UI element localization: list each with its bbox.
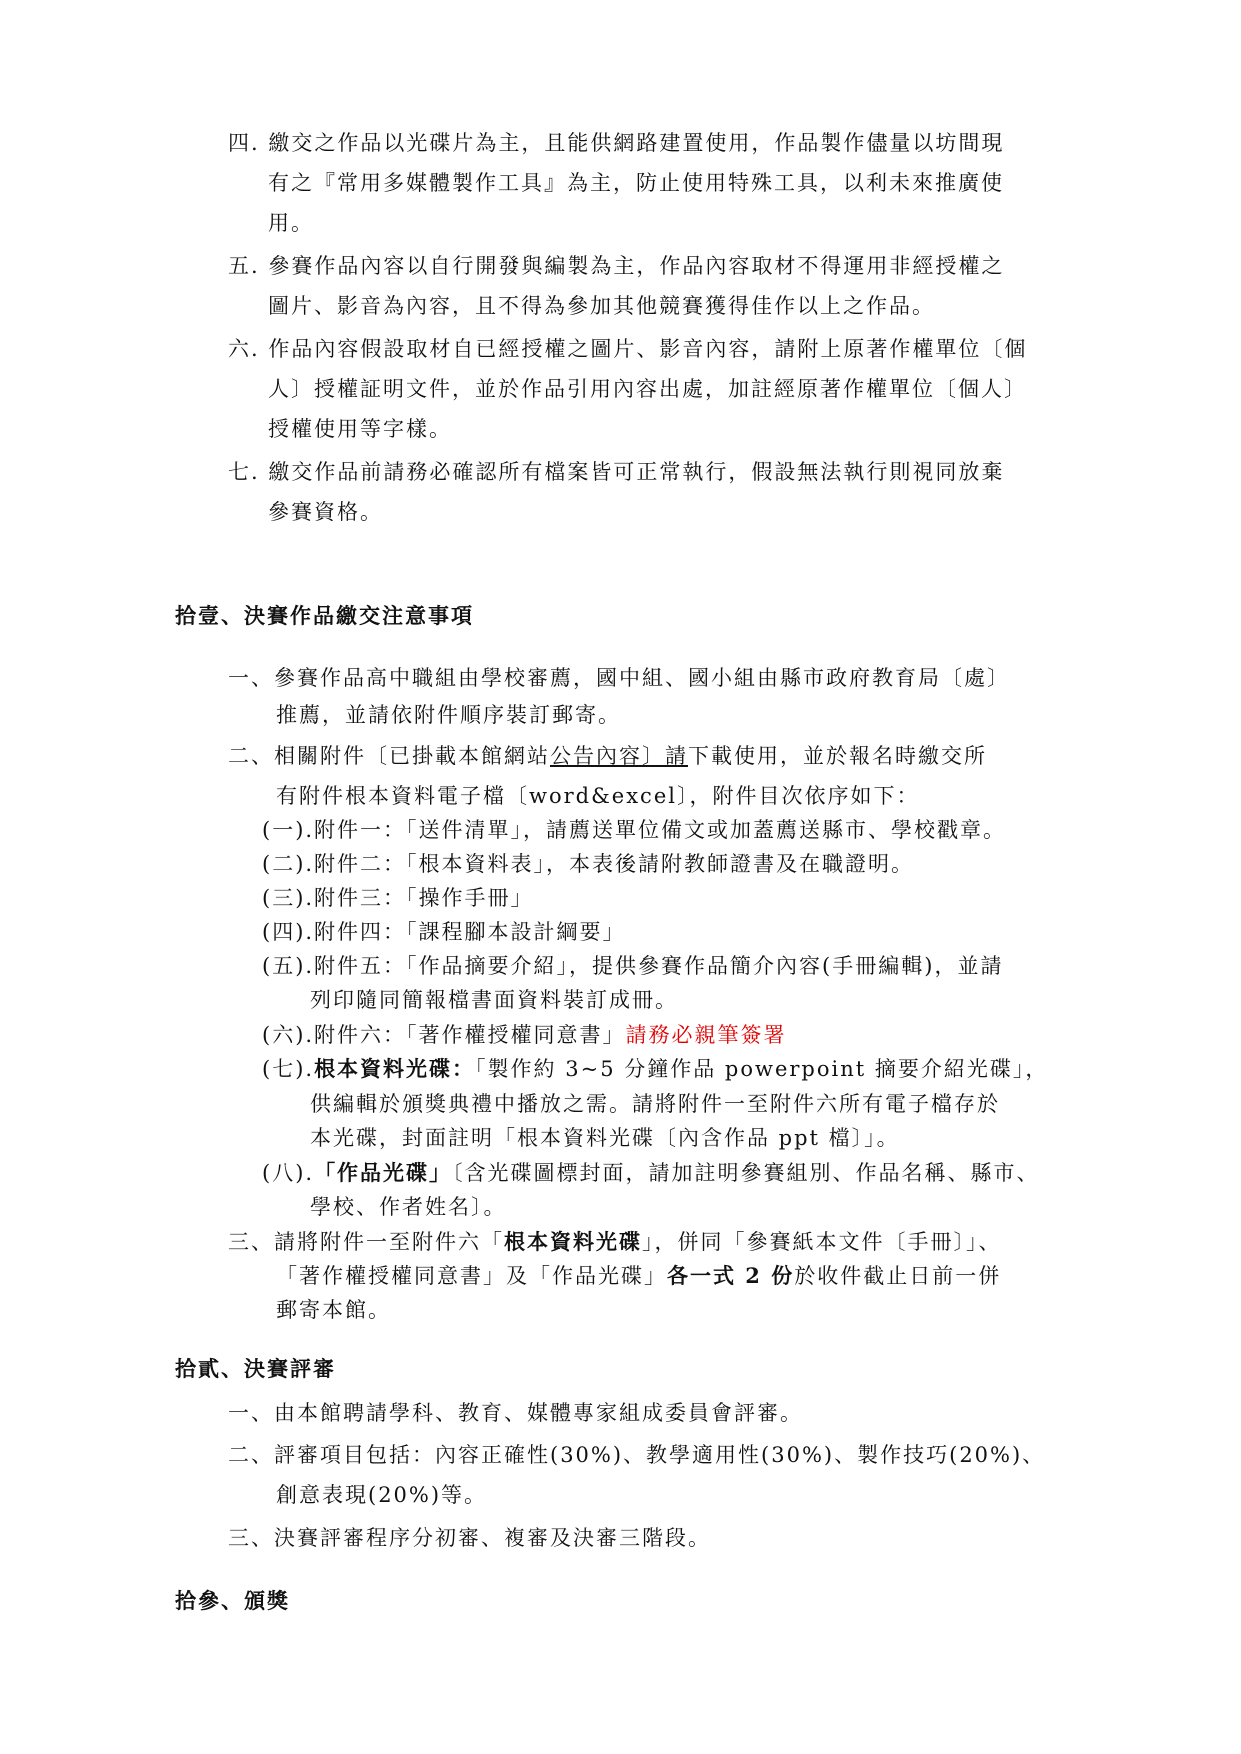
s11-item-3-text-d: 於收件截止日前一併 — [794, 1264, 1002, 1288]
s11-item-2-text-b: 下載使用，並於報名時繳交所 — [688, 744, 987, 768]
s11-item-3-text-a: 三、請將附件一至附件六「 — [228, 1230, 504, 1254]
s12-item-3: 三、決賽評審程序分初審、複審及決審三階段。 — [228, 1526, 711, 1550]
item-5-line-2: 圖片、影音為內容，且不得為參加其他競賽獲得佳作以上之作品。 — [268, 294, 935, 318]
s11-item-2-line-2: 有附件根本資料電子檔〔word&excel〕，附件目次依序如下： — [276, 784, 920, 808]
attachment-8-text: 〔含光碟圖標封面，請加註明參賽組別、作品名稱、縣市、 — [452, 1161, 1040, 1185]
s11-item-3-text-b: 」，併同「參賽紙本文件〔手冊〕」、 — [642, 1230, 1002, 1254]
attachment-6-text: (六).附件六：「著作權授權同意書」 — [262, 1023, 626, 1047]
attachment-7-line-3: 本光碟，封面註明「根本資料光碟〔內含作品 ppt 檔〕」。 — [310, 1126, 900, 1150]
attachment-8-title: 「作品光碟」 — [314, 1160, 453, 1185]
s11-item-3-line-3: 郵寄本館。 — [276, 1298, 391, 1322]
item-7-line-1: 七. 繳交作品前請務必確認所有檔案皆可正常執行，假設無法執行則視同放棄 — [228, 460, 1005, 484]
s11-item-3-bold-b: 各一式 2 份 — [667, 1263, 795, 1288]
s12-item-1: 一、由本館聘請學科、教育、媒體專家組成委員會評審。 — [228, 1401, 803, 1425]
attachment-4: (四).附件四：「課程腳本設計綱要」 — [262, 920, 626, 944]
s11-item-3-line-1 — [228, 1227, 1002, 1257]
attachment-7-line-2: 供編輯於頒獎典禮中播放之需。請將附件一至附件六所有電子檔存於 — [310, 1092, 1000, 1116]
attachment-7-line-1 — [262, 1054, 1048, 1084]
signature-required-note: 請務必親筆簽署 — [625, 1023, 787, 1047]
item-6-line-1: 六. 作品內容假設取材自已經授權之圖片、影音內容，請附上原著作權單位〔個 — [228, 337, 1028, 361]
item-4-line-3: 用。 — [268, 211, 314, 235]
section-12-heading: 拾貳、決賽評審 — [175, 1356, 336, 1381]
item-7-line-2: 參賽資格。 — [268, 500, 383, 524]
attachment-2: (二).附件二：「根本資料表」，本表後請附教師證書及在職證明。 — [262, 852, 915, 876]
s11-item-3-bold-a: 根本資料光碟 — [504, 1229, 642, 1254]
s11-item-2-line-1 — [228, 741, 987, 771]
section-13-heading: 拾參、頒獎 — [175, 1588, 290, 1613]
s12-item-2-line-2: 創意表現(20%)等。 — [276, 1483, 488, 1507]
item-6-line-3: 授權使用等字樣。 — [268, 417, 452, 441]
attachment-8-line-1 — [262, 1158, 1040, 1188]
item-4-line-2: 有之『常用多媒體製作工具』為主，防止使用特殊工具，以利未來推廣使 — [268, 171, 1004, 195]
attachment-7-prefix: (七). — [262, 1057, 315, 1081]
attachment-1: (一).附件一：「送件清單」，請薦送單位備文或加蓋薦送縣市、學校戳章。 — [262, 818, 1007, 842]
s11-item-3-text-c: 「著作權授權同意書」及「作品光碟」 — [276, 1264, 667, 1288]
attachment-8-prefix: (八). — [262, 1161, 315, 1185]
attachment-7-text: 「製作約 3~5 分鐘作品 powerpoint 摘要介紹光碟」， — [475, 1057, 1049, 1081]
s11-item-1-line-2: 推薦，並請依附件順序裝訂郵寄。 — [276, 703, 621, 727]
s11-item-2-text-a: 二、相關附件〔已掛載本館網站 — [228, 744, 550, 768]
attachment-3: (三).附件三：「操作手冊」 — [262, 886, 534, 910]
s12-item-2-line-1: 二、評審項目包括：內容正確性(30%)、教學適用性(30%)、製作技巧(20%)、 — [228, 1443, 1046, 1467]
s11-item-3-line-2 — [276, 1261, 1001, 1291]
item-5-line-1: 五. 參賽作品內容以自行開發與編製為主，作品內容取材不得運用非經授權之 — [228, 254, 1005, 278]
attachment-8-line-2: 學校、作者姓名〕。 — [310, 1195, 507, 1219]
attachment-5-line-1: (五).附件五：「作品摘要介紹」，提供參賽作品簡介內容(手冊編輯)，並請 — [262, 954, 1004, 978]
item-6-line-2: 人〕授權証明文件，並於作品引用內容出處，加註經原著作權單位〔個人〕 — [268, 377, 1027, 401]
attachment-5-line-2: 列印隨同簡報檔書面資料裝訂成冊。 — [310, 988, 678, 1012]
announcement-link[interactable]: 公告內容〕請 — [550, 744, 688, 768]
item-4-line-1: 四. 繳交之作品以光碟片為主，且能供網路建置使用，作品製作儘量以坊間現 — [228, 131, 1005, 155]
attachment-7-title: 根本資料光碟： — [314, 1056, 476, 1081]
attachment-6 — [262, 1020, 787, 1050]
s11-item-1-line-1: 一、參賽作品高中職組由學校審薦，國中組、國小組由縣市政府教育局〔處〕 — [228, 666, 1010, 690]
section-11-heading: 拾壹、決賽作品繳交注意事項 — [175, 603, 474, 628]
